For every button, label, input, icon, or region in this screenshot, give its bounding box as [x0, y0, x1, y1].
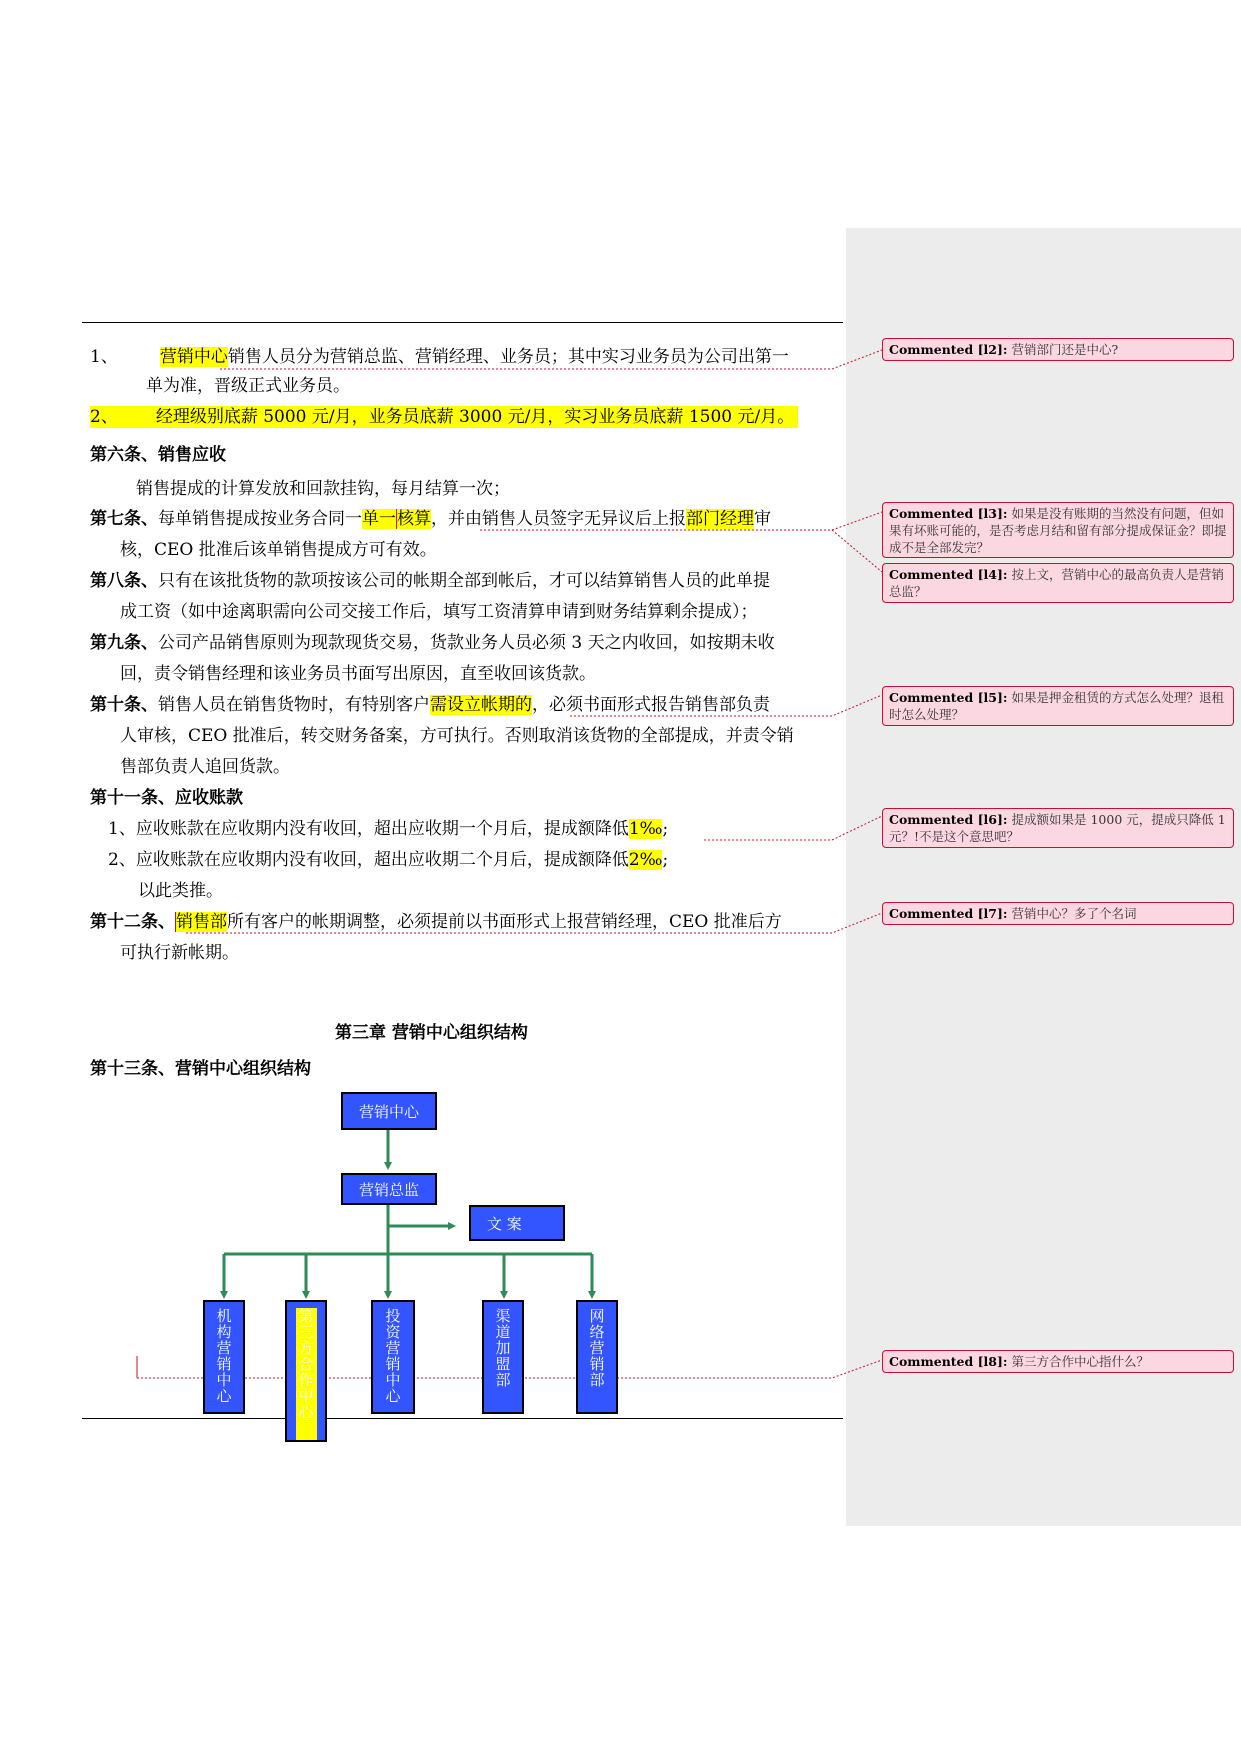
art7-text-a: 每单销售提成按业务合同一 [158, 509, 362, 529]
art8-label: 第八条、 [90, 571, 158, 591]
art12-line2: 可执行新帐期。 [120, 943, 239, 963]
comment-text: 如果是押金租赁的方式怎么处理？退租时怎么处理？ [889, 690, 1224, 722]
art10-text-b: ，必须书面形式报告销售部负责 [532, 695, 770, 715]
art13-heading: 第十三条、营销中心组织结构 [90, 1059, 311, 1079]
art11-item2-text: 应收账款在应收期内没有收回，超出应收期二个月后，提成额降低 [135, 850, 629, 870]
para2-text: 经理级别底薪 5000 元/月，业务员底薪 3000 元/月，实习业务员底薪 1500 元/月。 [155, 407, 795, 427]
org-director-label: 营销总监 [358, 1180, 419, 1199]
comment-label: Commented [l8]: [889, 1354, 1008, 1369]
org-copywriting-box [469, 1205, 565, 1241]
comment-label: Commented [l5]: [889, 690, 1008, 705]
art7-highlight-1: 单一 [362, 509, 396, 529]
org-dept5-box [576, 1300, 618, 1414]
org-dept4-box [482, 1300, 524, 1414]
para1-number: 1、 [90, 347, 118, 367]
comment-text: 按上文，营销中心的最高负责人是营销总监？ [889, 567, 1224, 599]
art11-item2-number: 2、 [108, 850, 136, 870]
org-copywriting-label: 文 案 [487, 1214, 522, 1233]
comment-text: 提成额如果是 1000 元，提成只降低 1 元？!不是这个意思吧？ [889, 812, 1226, 844]
org-dept2-label: 第三方合作中心 [296, 1308, 317, 1440]
art11-heading: 第十一条、应收账款 [90, 788, 243, 808]
org-dept1-label: 机构营销中心 [214, 1308, 233, 1404]
art12-highlight: 销售部 [176, 912, 227, 932]
art7-line2: 核，CEO 批准后该单销售提成方可有效。 [120, 540, 437, 560]
art9-label: 第九条、 [90, 633, 158, 653]
art11-etc: 以此类推。 [138, 881, 223, 901]
art11-item1-number: 1、 [108, 819, 136, 839]
art11-item1-text: 应收账款在应收期内没有收回，超出应收期一个月后，提成额降低 [135, 819, 629, 839]
para2-number: 2、 [90, 407, 118, 427]
art8-line2: 成工资（如中途离职需向公司交接工作后，填写工资清算申请到财务结算剩余提成）； [120, 602, 758, 622]
para1-text: 销售人员分为营销总监、营销经理、业务员；其中实习业务员为公司出第一 [227, 347, 789, 367]
art12-text: 所有客户的帐期调整，必须提前以书面形式上报营销经理，CEO 批准后方 [227, 912, 782, 932]
chapter3-title: 第三章 营销中心组织结构 [335, 1023, 528, 1043]
comment-label: Commented [l6]: [889, 812, 1008, 827]
art6-heading: 第六条、销售应收 [90, 445, 226, 465]
art11-item2-highlight: 2‰ [628, 850, 663, 870]
art11-item2-end: ; [662, 850, 669, 870]
art11-item1-end: ; [662, 819, 669, 839]
comment-label: Commented [l4]: [889, 567, 1008, 582]
art7-text-c: 审 [754, 509, 771, 529]
org-root-box [341, 1092, 437, 1130]
org-dept3-label: 投资营销中心 [383, 1308, 402, 1404]
art10-line2: 人审核，CEO 批准后，转交财务备案，方可执行。否则取消该货物的全部提成，并责令销 [120, 726, 794, 746]
comment-text: 第三方合作中心指什么？ [1011, 1354, 1149, 1369]
org-root-label: 营销中心 [358, 1102, 419, 1121]
art7-highlight-2: 核算 [397, 509, 431, 529]
comment-label: Commented [l3]: [889, 506, 1008, 521]
org-dept4-label: 渠道加盟部 [493, 1308, 512, 1388]
art10-label: 第十条、 [90, 695, 158, 715]
art11-item1-highlight: 1‰ [628, 819, 663, 839]
art10-line3: 售部负责人追回货款。 [120, 757, 290, 777]
art9-line2: 回，责令销售经理和该业务员书面写出原因，直至收回该货款。 [120, 664, 596, 684]
para1-highlight: 营销中心 [159, 347, 228, 367]
comment-text: 营销部门还是中心? [1011, 342, 1119, 357]
art12-label: 第十二条、 [90, 912, 175, 932]
comment-text: 如果是没有账期的当然没有问题，但如果有坏账可能的，是否考虑月结和留有部分提成保证金？即提成不是全部发完？ [889, 506, 1227, 555]
art9-text: 公司产品销售原则为现款现货交易，货款业务人员必须 3 天之内收回，如按期未收 [158, 633, 775, 653]
org-dept5-label: 网络营销部 [587, 1308, 606, 1388]
art7-highlight-3: 部门经理 [686, 509, 754, 529]
art7-label: 第七条、 [90, 509, 158, 529]
art10-highlight: 需设立帐期的 [430, 695, 532, 715]
comment-text: 营销中心？多了个名词 [1011, 906, 1137, 921]
art10-text-a: 销售人员在销售货物时，有特别客户 [158, 695, 430, 715]
org-dept3-box [371, 1300, 415, 1414]
org-director-box [341, 1173, 437, 1205]
art6-text: 销售提成的计算发放和回款挂钩，每月结算一次； [136, 479, 510, 499]
org-dept2-box [285, 1300, 327, 1442]
comment-label: Commented [l7]: [889, 906, 1008, 921]
art8-text: 只有在该批货物的款项按该公司的帐期全部到帐后，才可以结算销售人员的此单提 [158, 571, 770, 591]
art7-text-b: ，并由销售人员签字无异议后上报 [431, 509, 686, 529]
org-dept1-box [203, 1300, 245, 1414]
para1-line2: 单为准，晋级正式业务员。 [146, 376, 350, 396]
comment-label: Commented [l2]: [889, 342, 1008, 357]
